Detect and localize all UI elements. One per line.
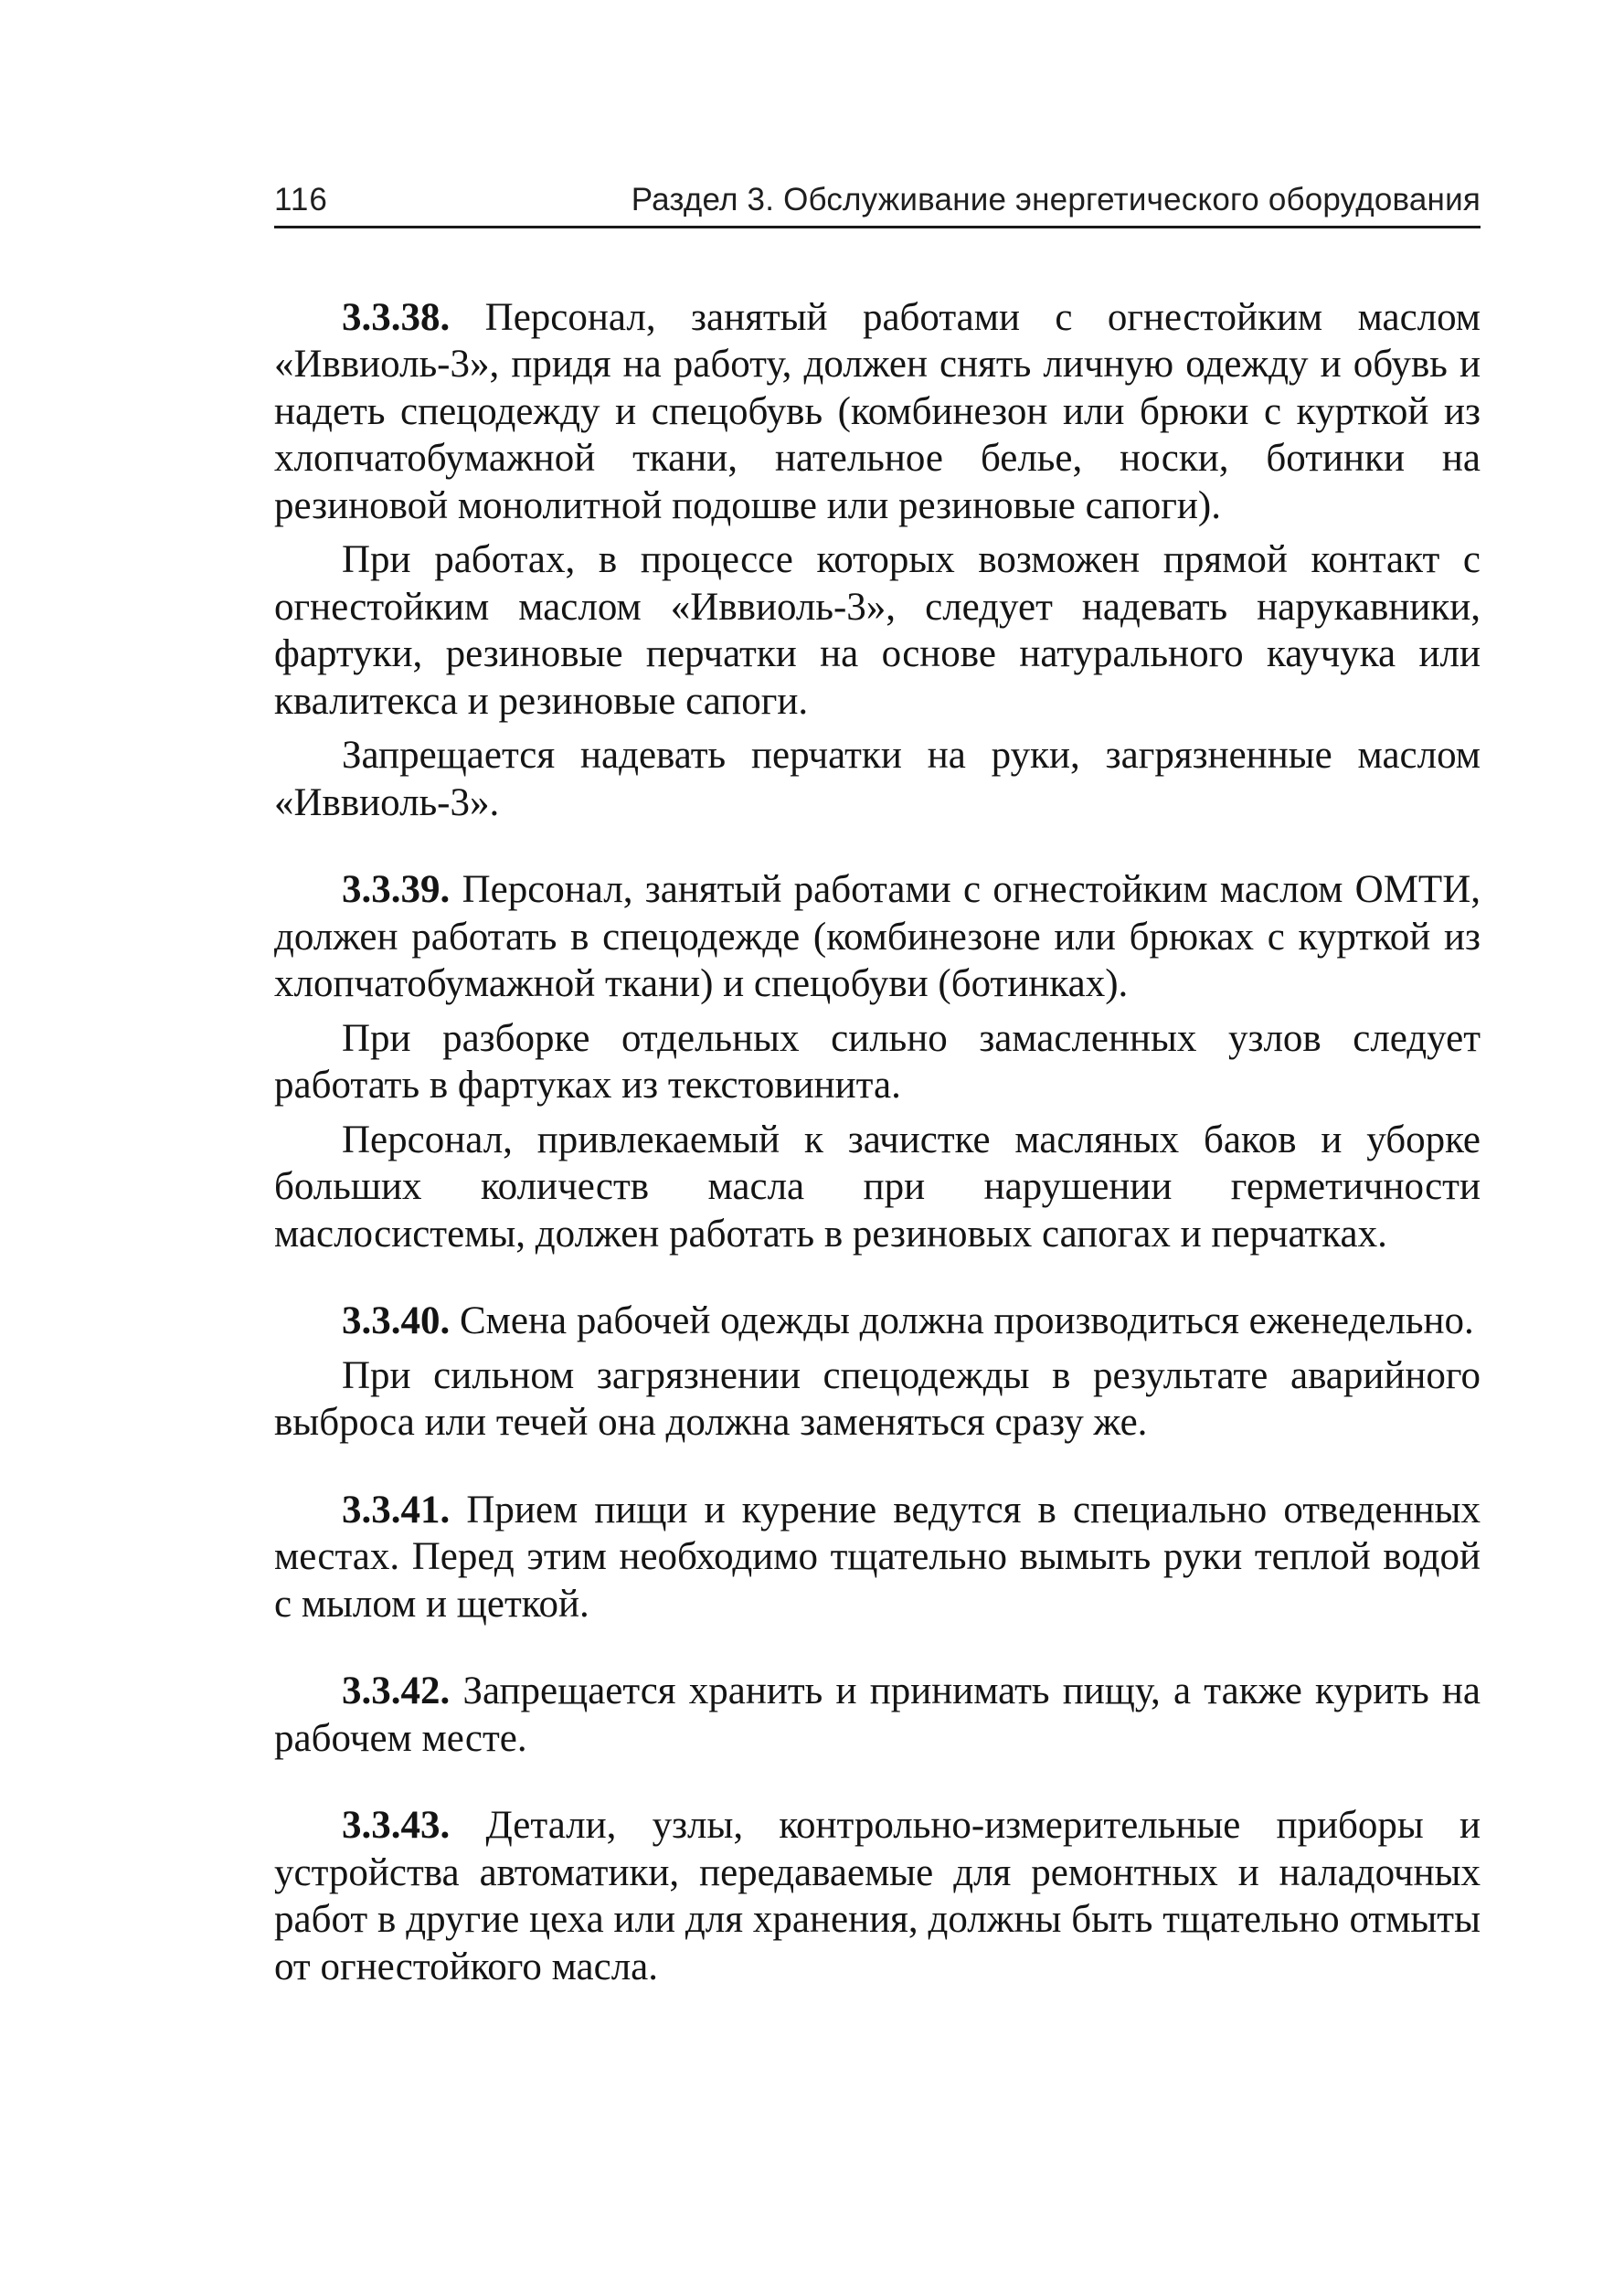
- paragraph-text: Детали, узлы, контрольно-измерительные приборы и устройства автоматики, передаваемые для ремонтных и наладочных работ в другие цеха или для хранения, должны быть тщательно отмыты от огнестойкого масла.: [274, 1804, 1481, 1988]
- paragraph: [274, 536, 1481, 725]
- page-number: 116: [274, 182, 328, 217]
- clause-number: 3.3.39.: [342, 868, 451, 911]
- running-header: [274, 183, 1481, 228]
- paragraph: [274, 294, 1481, 530]
- clause-number: 3.3.43.: [342, 1804, 451, 1847]
- paragraph: [274, 1352, 1481, 1447]
- paragraph-text: Запрещается хранить и принимать пищу, а также курить на рабочем месте.: [274, 1670, 1481, 1760]
- paragraph-text: При сильном загрязнении спецодежды в результате аварийного выброса или течей она должна заменяться сразу же.: [274, 1353, 1481, 1444]
- paragraph-text: Прием пищи и курение ведутся в специально отведенных местах. Перед этим необходимо тщательно вымыть руки теплой водой с мылом и щеткой.: [274, 1488, 1481, 1626]
- book-page: [274, 183, 1481, 2030]
- clause-3-3-40: [274, 1298, 1481, 1447]
- paragraph-text: Персонал, привлекаемый к зачистке масляных баков и уборке больших количеств масла при нарушении герметичности маслосистемы, должен работать в резиновых сапогах и перчатках.: [274, 1118, 1481, 1256]
- body-text: [274, 294, 1481, 1991]
- clause-3-3-38: [274, 294, 1481, 827]
- clause-number: 3.3.38.: [342, 295, 451, 339]
- paragraph: [274, 1298, 1481, 1345]
- paragraph: [274, 1668, 1481, 1762]
- paragraph: [274, 1487, 1481, 1628]
- paragraph-text: Персонал, занятый работами с огнестойким маслом «Иввиоль-3», придя на работу, должен снять личную одежду и обувь и надеть спецодежду и спецобувь (комбинезон или брюки с курткой из хлопчатобумажной ткани, нательное белье, носки, ботинки на резиновой монолитной подошве или резиновые сапоги).: [274, 295, 1481, 527]
- paragraph: [274, 866, 1481, 1008]
- clause-number: 3.3.40.: [342, 1299, 451, 1342]
- clause-3-3-42: [274, 1668, 1481, 1762]
- paragraph: [274, 732, 1481, 826]
- paragraph-text: При работах, в процессе которых возможен прямой контакт с огнестойким маслом «Иввиоль-3», следует надевать нарукавники, фартуки, резиновые перчатки на основе натурального каучука или квалитекса и резиновые сапоги.: [274, 538, 1481, 723]
- paragraph: [274, 1117, 1481, 1258]
- clause-3-3-39: [274, 866, 1481, 1257]
- clause-3-3-41: [274, 1487, 1481, 1628]
- clause-3-3-43: [274, 1802, 1481, 1990]
- paragraph-text: При разборке отдельных сильно замасленных узлов следует работать в фартуках из текстовинита.: [274, 1016, 1481, 1107]
- clause-number: 3.3.42.: [342, 1670, 451, 1712]
- section-title: Раздел 3. Обслуживание энергетического оборудования: [631, 182, 1481, 217]
- paragraph-text: Запрещается надевать перчатки на руки, загрязненные маслом «Иввиоль-3».: [274, 734, 1481, 824]
- clause-number: 3.3.41.: [342, 1488, 451, 1532]
- paragraph-text: Смена рабочей одежды должна производиться еженедельно.: [460, 1299, 1474, 1342]
- paragraph-text: Персонал, занятый работами с огнестойким маслом ОМТИ, должен работать в спецодежде (комбинезоне или брюках с курткой из хлопчатобумажной ткани) и спецобуви (ботинках).: [274, 868, 1481, 1005]
- paragraph: [274, 1015, 1481, 1109]
- paragraph: [274, 1802, 1481, 1990]
